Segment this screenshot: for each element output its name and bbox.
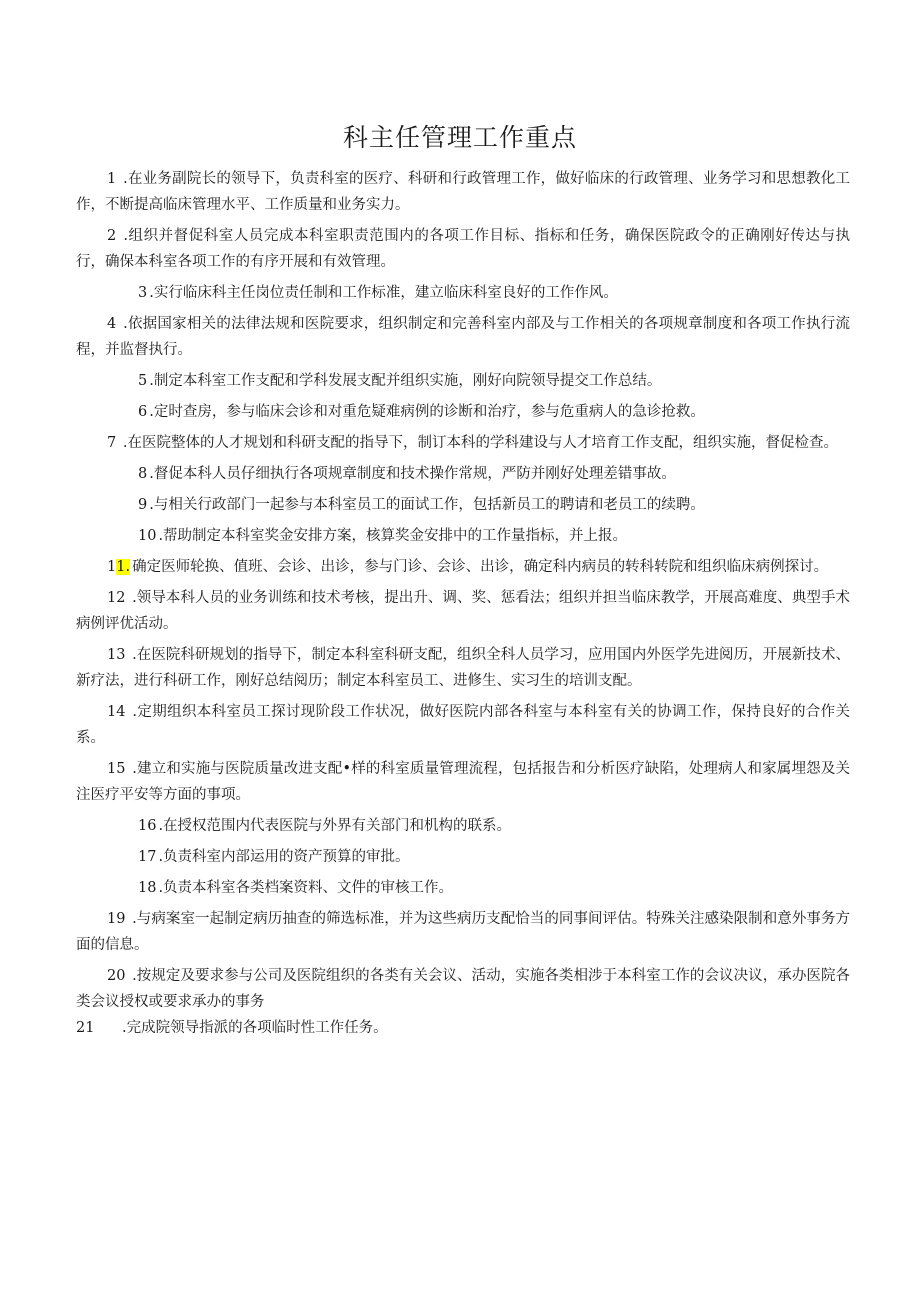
list-item-5: [76, 368, 850, 394]
item-number: 2: [107, 228, 117, 244]
list-item-12: [76, 585, 850, 637]
item-number: 14: [107, 704, 126, 720]
item-text: .实行临床科主任岗位责任制和工作标准，建立临床科室良好的工作作风。: [149, 285, 618, 301]
item-number: 5: [138, 373, 148, 389]
list-item-21: [76, 1015, 850, 1041]
item-text: .帮助制定本科室奖金安排方案，核算奖金安排中的工作量指标，并上报。: [158, 528, 628, 544]
item-text: .负责本科室各类档案资料、文件的审核工作。: [158, 880, 454, 896]
item-text: .负责科室内部运用的资产预算的审批。: [158, 849, 410, 865]
item-text: .领导本科人员的业务训练和技术考核，提出升、调、奖、惩看法；组织并担当临床教学，开展高难度、典型手术病例评优活动。: [76, 590, 851, 632]
item-text: .督促本科人员仔细执行各项规章制度和技术操作常规，严防并刚好处理差错事故。: [149, 466, 676, 482]
item-text: .在医院整体的人才规划和科研支配的指导下，制订本科的学科建设与人才培育工作支配，组织实施，督促检查。: [122, 435, 838, 451]
item-number: 8: [138, 466, 148, 482]
list-item-9: [76, 492, 850, 518]
item-number: 12: [107, 590, 126, 606]
item-number: 16: [138, 818, 157, 834]
item-number: 21: [76, 1020, 95, 1036]
list-item-8: [76, 461, 850, 487]
item-number: 3: [138, 285, 148, 301]
list-item-2: [76, 223, 850, 275]
item-number: 19: [107, 911, 126, 927]
item-number: 18: [138, 880, 157, 896]
duty-list: [76, 166, 850, 1046]
item-number: 15: [107, 761, 126, 777]
list-item-18: [76, 875, 850, 901]
list-item-13: [76, 642, 850, 694]
item-text: .与病案室一起制定病历抽查的筛选标准，并为这些病历支配恰当的同事间评估。特殊关注感染限制和意外事务方面的信息。: [76, 911, 851, 953]
list-item-10: [76, 523, 850, 549]
item-text: 确定医师轮换、值班、会诊、出诊，参与门诊、会诊、出诊，确定科内病员的转科转院和组织临床病例探讨。: [132, 559, 829, 575]
list-item-11: [76, 554, 850, 580]
item-number: 1: [107, 171, 117, 187]
item-number: 13: [107, 647, 126, 663]
item-number: 20: [107, 968, 126, 984]
item-text: .制定本科室工作支配和学科发展支配并组织实施，刚好向院领导提交工作总结。: [149, 373, 662, 389]
item-number: 17: [138, 849, 157, 865]
list-item-14: [76, 699, 850, 751]
item-text: .在授权范围内代表医院与外界有关部门和机构的联系。: [158, 818, 512, 834]
list-item-7: [76, 430, 850, 456]
list-item-6: [76, 399, 850, 425]
item-text: .与相关行政部门一起参与本科室员工的面试工作，包括新员工的聘请和老员工的续聘。: [149, 497, 705, 513]
item-text: .在医院科研规划的指导下，制定本科室科研支配，组织全科人员学习，应用国内外医学先进阅历，开展新技术、新疗法，进行科研工作，刚好总结阅历；制定本科室员工、进修生、实习生的培训支配。: [76, 647, 851, 689]
item-text: .按规定及要求参与公司及医院组织的各类有关会议、活动，实施各类相涉于本科室工作的会议决议，承办医院各类会议授权或要求承办的事务: [76, 968, 851, 1010]
list-item-16: [76, 813, 850, 839]
item-number: 6: [138, 404, 148, 420]
item-text: .定期组织本科室员工探讨现阶段工作状况，做好医院内部各科室与本科室有关的协调工作，保持良好的合作关系。: [76, 704, 851, 746]
item-number: 7: [107, 435, 117, 451]
item-number: 11.: [107, 559, 131, 575]
item-text: .在业务副院长的领导下，负责科室的医疗、科研和行政管理工作，做好临床的行政管理、业务学习和思想教化工作，不断提高临床管理水平、工作质量和业务实力。: [76, 171, 851, 213]
item-text: .建立和实施与医院质量改进支配•样的科室质量管理流程，包括报告和分析医疗缺陷，处理病人和家属埋怨及关注医疗平安等方面的事项。: [76, 761, 850, 803]
item-text: .组织并督促科室人员完成本科室职责范围内的各项工作目标、指标和任务，确保医院政令的正确刚好传达与执行，确保本科室各项工作的有序开展和有效管理。: [76, 228, 851, 270]
list-item-19: [76, 906, 850, 958]
list-item-17: [76, 844, 850, 870]
highlight-mark: 1.: [116, 559, 131, 575]
list-item-3: [76, 280, 850, 306]
item-text: .定时查房，参与临床会诊和对重危疑难病例的诊断和治疗，参与危重病人的急诊抢救。: [149, 404, 705, 420]
list-item-20: [76, 963, 850, 1015]
list-item-15: [76, 756, 850, 808]
item-number: 9: [138, 497, 148, 513]
item-number: 4: [107, 316, 117, 332]
item-text: .完成院领导指派的各项临时性工作任务。: [122, 1020, 388, 1036]
list-item-1: [76, 166, 850, 218]
item-text: .依据国家相关的法律法规和医院要求，组织制定和完善科室内部及与工作相关的各项规章制度和各项工作执行流程，并监督执行。: [76, 316, 851, 358]
list-item-4: [76, 311, 850, 363]
item-number: 10: [138, 528, 157, 544]
page-title: 科主任管理工作重点: [342, 123, 577, 152]
